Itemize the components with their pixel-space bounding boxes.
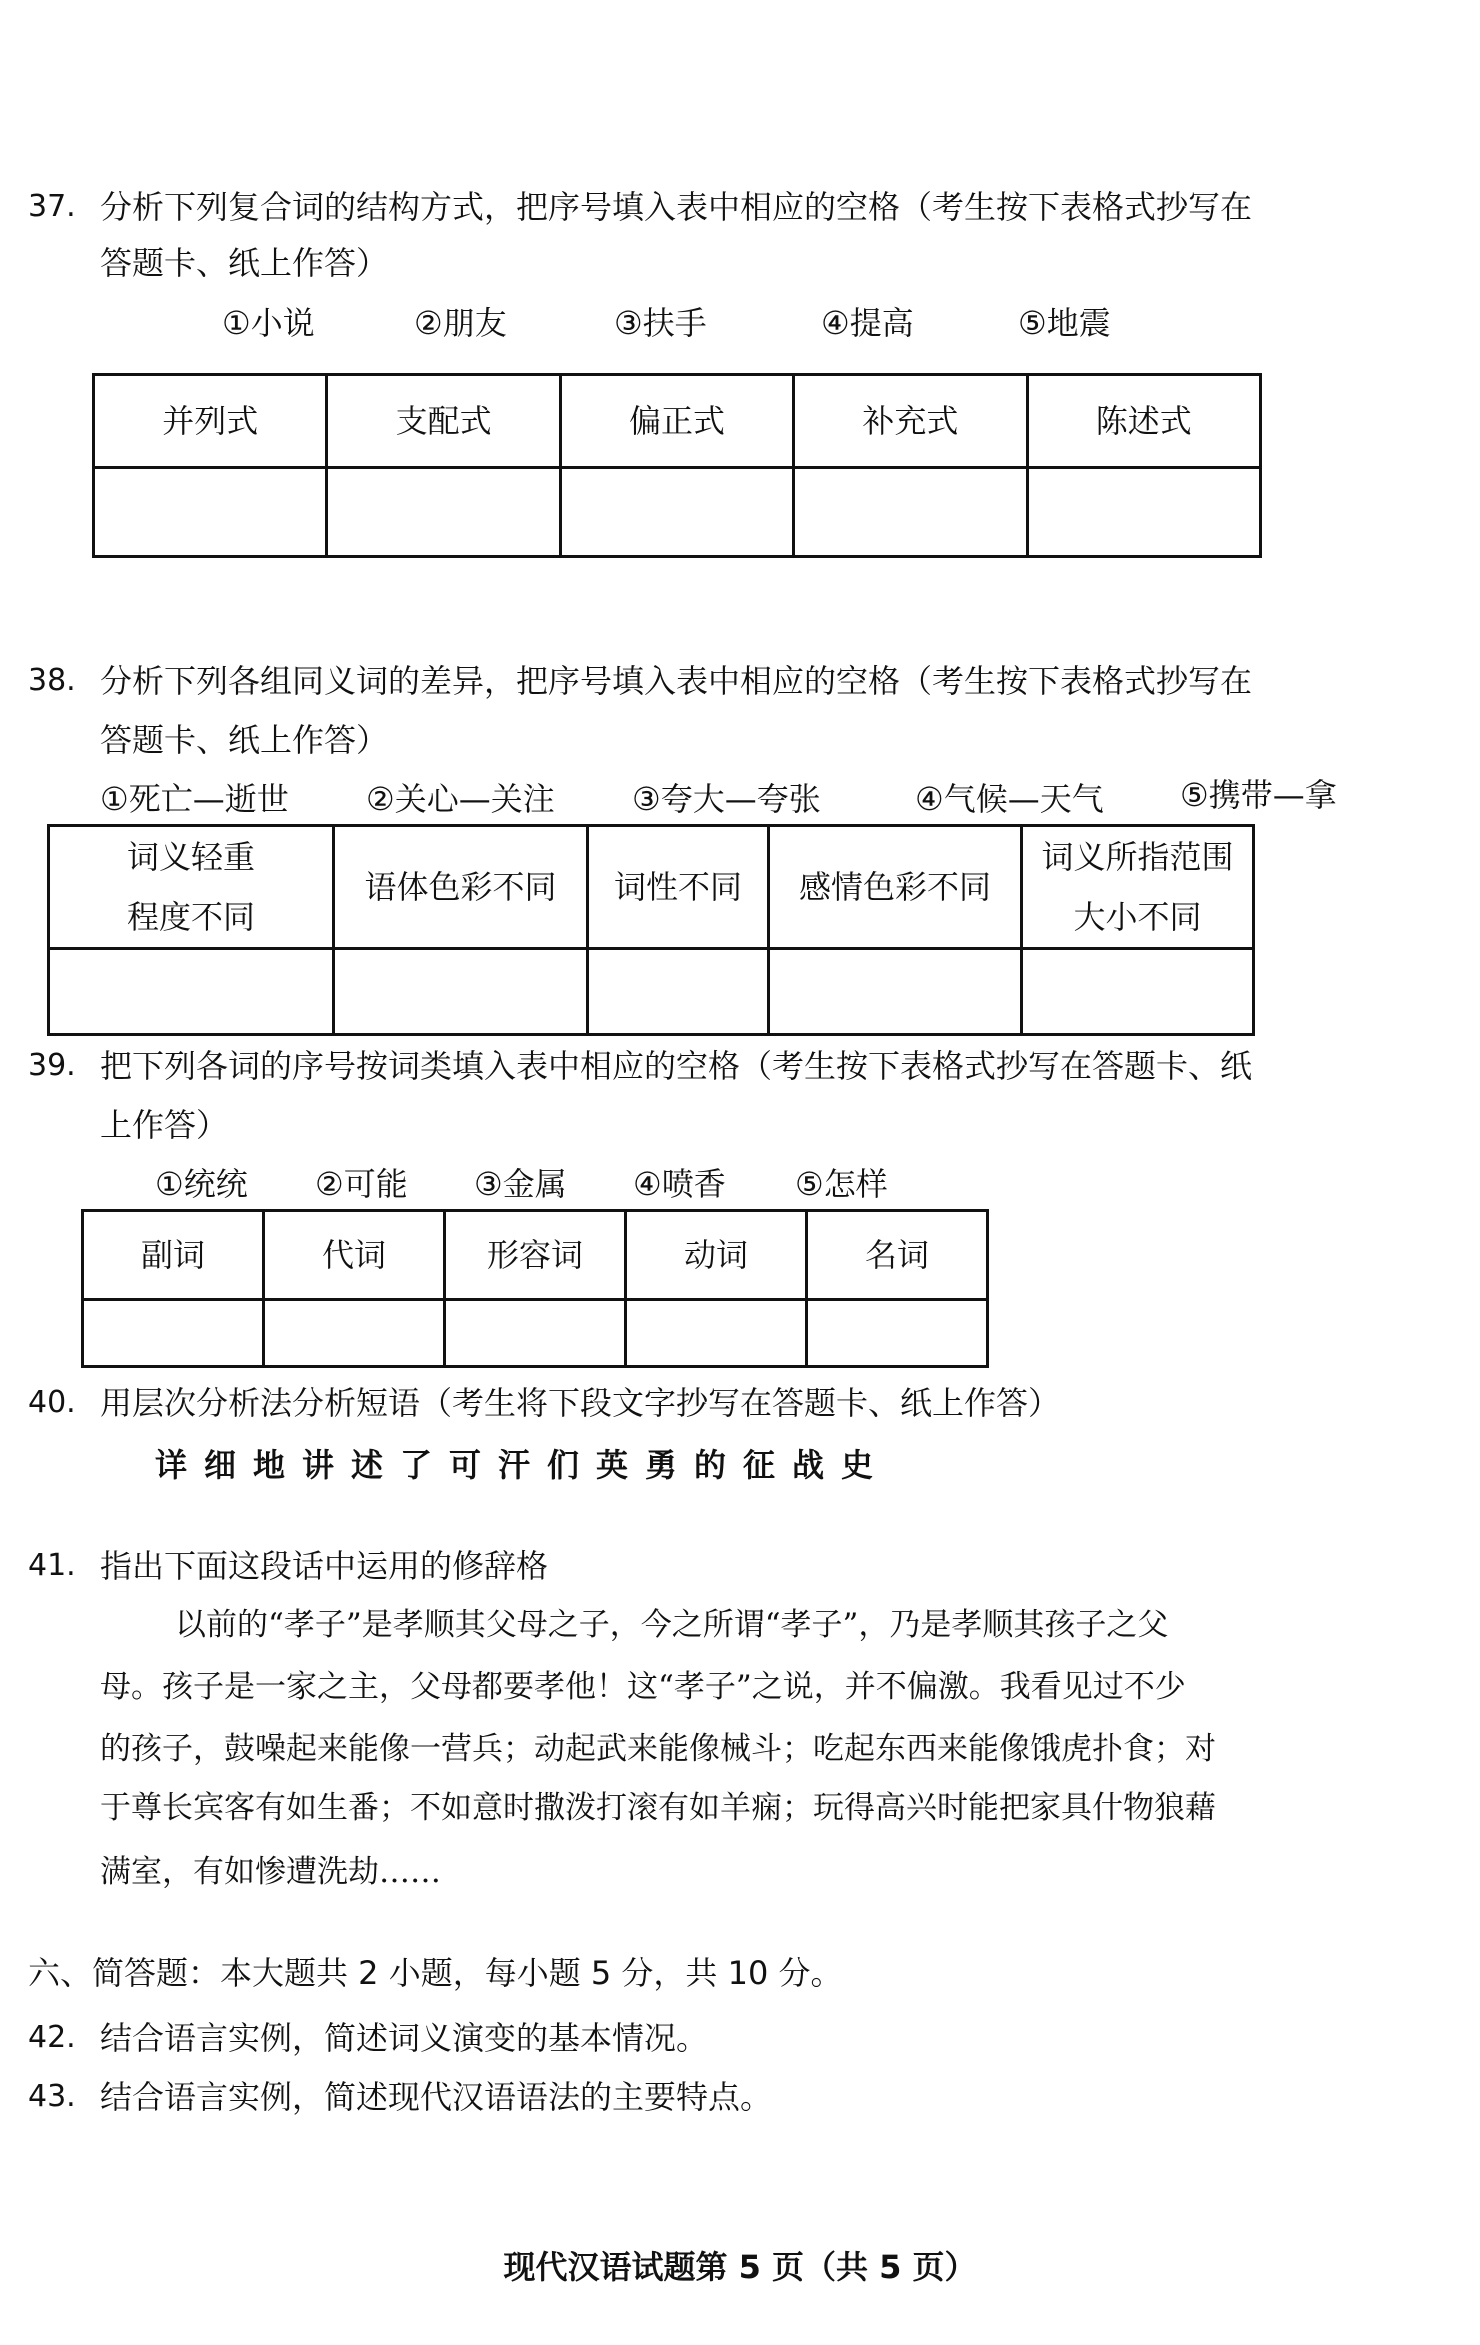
table-header: 偏正式 xyxy=(560,375,793,468)
table-header: 陈述式 xyxy=(1027,375,1260,468)
q38-option: ④气候—天气 xyxy=(915,780,1104,818)
q39-option: ①统统 xyxy=(155,1165,248,1203)
table-header: 语体色彩不同 xyxy=(334,826,588,949)
q41-paragraph-line: 的孩子，鼓噪起来能像一营兵；动起武来能像械斗；吃起东西来能像饿虎扑食；对 xyxy=(100,1731,1216,1767)
q37-option: ③扶手 xyxy=(614,304,707,342)
q39-option: ②可能 xyxy=(315,1165,408,1203)
table-header: 补充式 xyxy=(794,375,1027,468)
page-footer: 现代汉语试题第 5 页（共 5 页） xyxy=(503,2248,977,2286)
q37-option: ①小说 xyxy=(222,304,315,342)
q39-option: ④喷香 xyxy=(633,1165,726,1203)
question-38-text: 分析下列各组同义词的差异，把序号填入表中相应的空格（考生按下表格式抄写在 xyxy=(100,662,1253,700)
question-number-43: 43. xyxy=(28,2079,76,2114)
table-header: 代词 xyxy=(264,1211,445,1300)
question-number-37: 37. xyxy=(28,189,76,224)
q41-paragraph-line: 以前的“孝子”是孝顺其父母之子，今之所谓“孝子”，乃是孝顺其孩子之父 xyxy=(175,1607,1169,1643)
question-37-text: 分析下列复合词的结构方式，把序号填入表中相应的空格（考生按下表格式抄写在 xyxy=(100,188,1253,226)
answer-cell xyxy=(794,468,1027,557)
header-line: 程度不同 xyxy=(126,898,255,936)
table-header xyxy=(1022,826,1254,949)
table-header: 支配式 xyxy=(327,375,560,468)
q39-option: ⑤怎样 xyxy=(795,1165,888,1203)
answer-cell xyxy=(1022,949,1254,1035)
q40-phrase: 详细地讲述了可汗们英勇的征战史 xyxy=(155,1446,891,1484)
q39-option: ③金属 xyxy=(474,1165,567,1203)
question-38-text-cont: 答题卡、纸上作答） xyxy=(100,721,389,759)
answer-cell xyxy=(94,468,327,557)
answer-cell xyxy=(769,949,1022,1035)
question-number-42: 42. xyxy=(28,2020,76,2055)
q38-option: ⑤携带—拿 xyxy=(1180,776,1337,814)
header-line: 词义所指范围 xyxy=(1041,838,1234,876)
table-header: 感情色彩不同 xyxy=(769,826,1022,949)
table-header: 副词 xyxy=(83,1211,264,1300)
q37-option: ④提高 xyxy=(821,304,914,342)
question-43-text: 结合语言实例，简述现代汉语语法的主要特点。 xyxy=(100,2078,773,2116)
answer-cell xyxy=(49,949,334,1035)
table-header: 词性不同 xyxy=(588,826,769,949)
q37-option: ②朋友 xyxy=(414,304,507,342)
table-header: 动词 xyxy=(626,1211,807,1300)
table-header xyxy=(49,826,334,949)
answer-cell xyxy=(327,468,560,557)
q38-answer-table xyxy=(47,824,1255,1036)
answer-cell xyxy=(264,1300,445,1367)
question-number-38: 38. xyxy=(28,663,76,698)
q41-paragraph-line: 于尊长宾客有如生番；不如意时撒泼打滚有如羊痫；玩得高兴时能把家具什物狼藉 xyxy=(100,1790,1216,1826)
q38-option: ③夸大—夸张 xyxy=(632,780,821,818)
question-41-text: 指出下面这段话中运用的修辞格 xyxy=(100,1547,549,1585)
header-line: 大小不同 xyxy=(1073,898,1202,936)
question-42-text: 结合语言实例，简述词义演变的基本情况。 xyxy=(100,2019,709,2057)
answer-cell xyxy=(83,1300,264,1367)
question-number-39: 39. xyxy=(28,1048,76,1083)
question-40-text: 用层次分析法分析短语（考生将下段文字抄写在答题卡、纸上作答） xyxy=(100,1384,1061,1422)
section-6-heading: 六、简答题：本大题共 2 小题，每小题 5 分，共 10 分。 xyxy=(28,1954,843,1992)
header-line: 词义轻重 xyxy=(126,838,255,876)
answer-cell xyxy=(1027,468,1260,557)
answer-cell xyxy=(560,468,793,557)
answer-cell xyxy=(626,1300,807,1367)
q41-paragraph-line: 满室，有如惨遭洗劫…… xyxy=(100,1854,441,1890)
table-header: 名词 xyxy=(807,1211,988,1300)
answer-cell xyxy=(807,1300,988,1367)
question-number-41: 41. xyxy=(28,1548,76,1583)
q41-paragraph-line: 母。孩子是一家之主，父母都要孝他！这“孝子”之说，并不偏激。我看见过不少 xyxy=(100,1669,1186,1705)
q37-answer-table xyxy=(92,373,1262,558)
answer-cell xyxy=(334,949,588,1035)
answer-cell xyxy=(445,1300,626,1367)
table-header: 形容词 xyxy=(445,1211,626,1300)
q38-option: ①死亡—逝世 xyxy=(100,780,289,818)
q38-option: ②关心—关注 xyxy=(366,780,555,818)
question-37-text-cont: 答题卡、纸上作答） xyxy=(100,244,389,282)
table-header: 并列式 xyxy=(94,375,327,468)
q39-answer-table xyxy=(81,1209,989,1368)
q37-option: ⑤地震 xyxy=(1018,304,1111,342)
question-39-text-cont: 上作答） xyxy=(100,1106,229,1144)
question-39-text: 把下列各词的序号按词类填入表中相应的空格（考生按下表格式抄写在答题卡、纸 xyxy=(100,1047,1253,1085)
answer-cell xyxy=(588,949,769,1035)
question-number-40: 40. xyxy=(28,1385,76,1420)
